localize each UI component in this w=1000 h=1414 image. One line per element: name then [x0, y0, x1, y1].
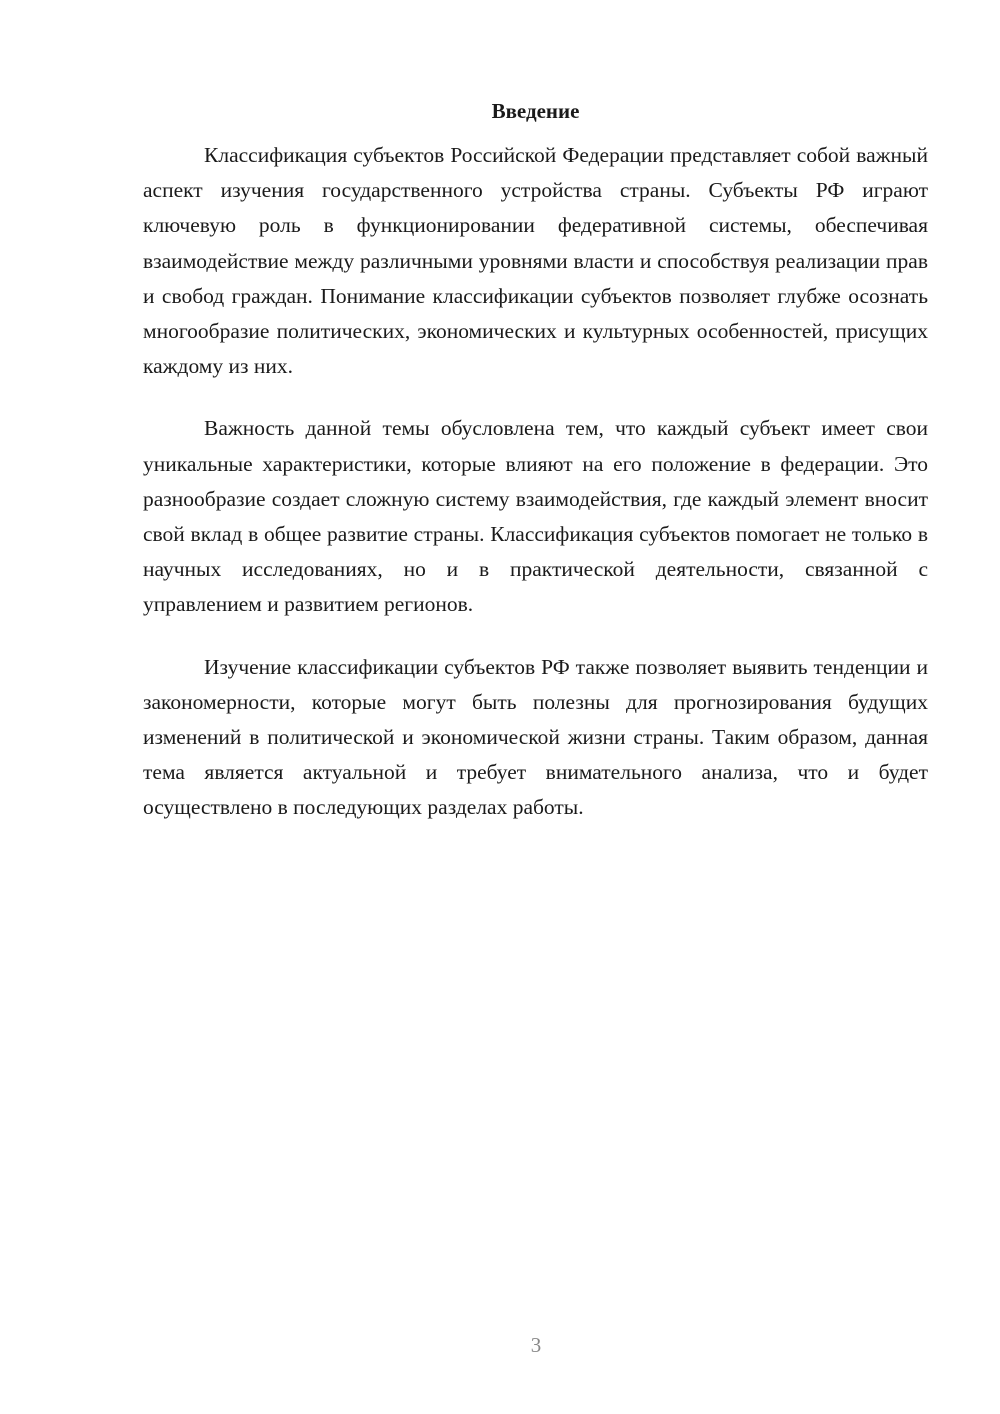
paragraph-2: Важность данной темы обусловлена тем, что каждый субъект имеет свои уникальные характеристики, которые влияют на его положение в федерации. Это разнообразие создает сложную систему взаимодействия, где каждый элемент вносит свой вклад в общее развитие страны. Классификация субъектов помогает не только в научных исследованиях, но и в практической деятельности, связанной с управлением и развитием регионов.	[143, 416, 928, 617]
page-content	[143, 97, 928, 853]
paragraph-3: Изучение классификации субъектов РФ также позволяет выявить тенденции и закономерности, которые могут быть полезны для прогнозирования будущих изменений в политической и экономической жизни страны. Таким образом, данная тема является актуальной и требует внимательного анализа, что и будет осуществлено в последующих разделах работы.	[143, 654, 928, 820]
section-title: Введение	[491, 99, 580, 123]
paragraph-1: Классификация субъектов Российской Федерации представляет собой важный аспект изучения государственного устройства страны. Субъекты РФ играют ключевую роль в функционировании федеративной системы, обеспечивая взаимодействие между различными уровнями власти и способствуя реализации прав и свобод граждан. Понимание классификации субъектов позволяет глубже осознать многообразие политических, экономических и культурных особенностей, присущих каждому из них.	[143, 143, 928, 379]
page-number: 3	[530, 1333, 542, 1357]
